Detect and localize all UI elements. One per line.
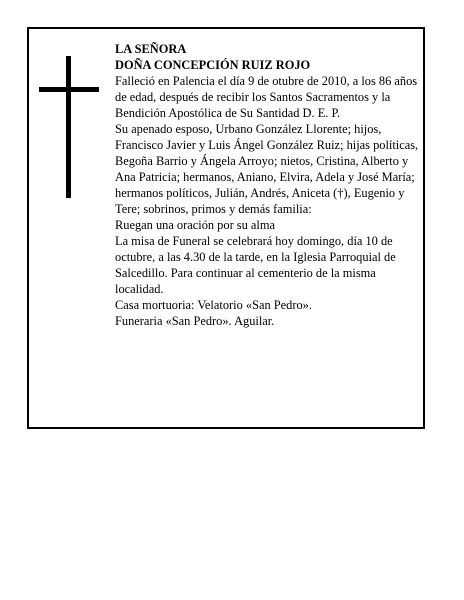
mortuary-info: Casa mortuoria: Velatorio «San Pedro». (115, 298, 312, 312)
notice-text (115, 41, 421, 329)
funeral-home-info: Funeraria «San Pedro». Aguilar. (115, 314, 275, 328)
deceased-name: DOÑA CONCEPCIÓN RUIZ ROJO (115, 58, 311, 72)
cross-icon (39, 56, 99, 198)
notice-title: LA SEÑORA (115, 42, 187, 56)
prayer-request: Ruegan una oración por su alma (115, 218, 275, 232)
funeral-mass-info: La misa de Funeral se celebrará hoy domingo, día 10 de octubre, a las 4.30 de la tarde, en la Iglesia Parroquial de Salcedillo. Para continuar al cementerio de la misma localidad. (115, 234, 396, 296)
cross-vertical-bar (66, 56, 71, 198)
obituary-notice (27, 27, 425, 429)
death-statement: Falleció en Palencia el día 9 de otubre de 2010, a los 86 años de edad, después de recibir los Santos Sacramentos y la Bendición Apostólica de Su Santidad D. E. P. (115, 74, 418, 120)
cross-horizontal-bar (39, 87, 99, 92)
family-list: Su apenado esposo, Urbano González Llorente; hijos, Francisco Javier y Luis Ángel González Ruiz; hijas políticas, Begoña Barrio y Ángela Arroyo; nietos, Cristina, Alberto y Ana Patricia; hermanos, Aniano, Elvira, Adela y José María; hermanos políticos, Julián, Andrés, Aniceta (†), Eugenio y Tere; sobrinos, primos y demás familia: (115, 122, 419, 216)
